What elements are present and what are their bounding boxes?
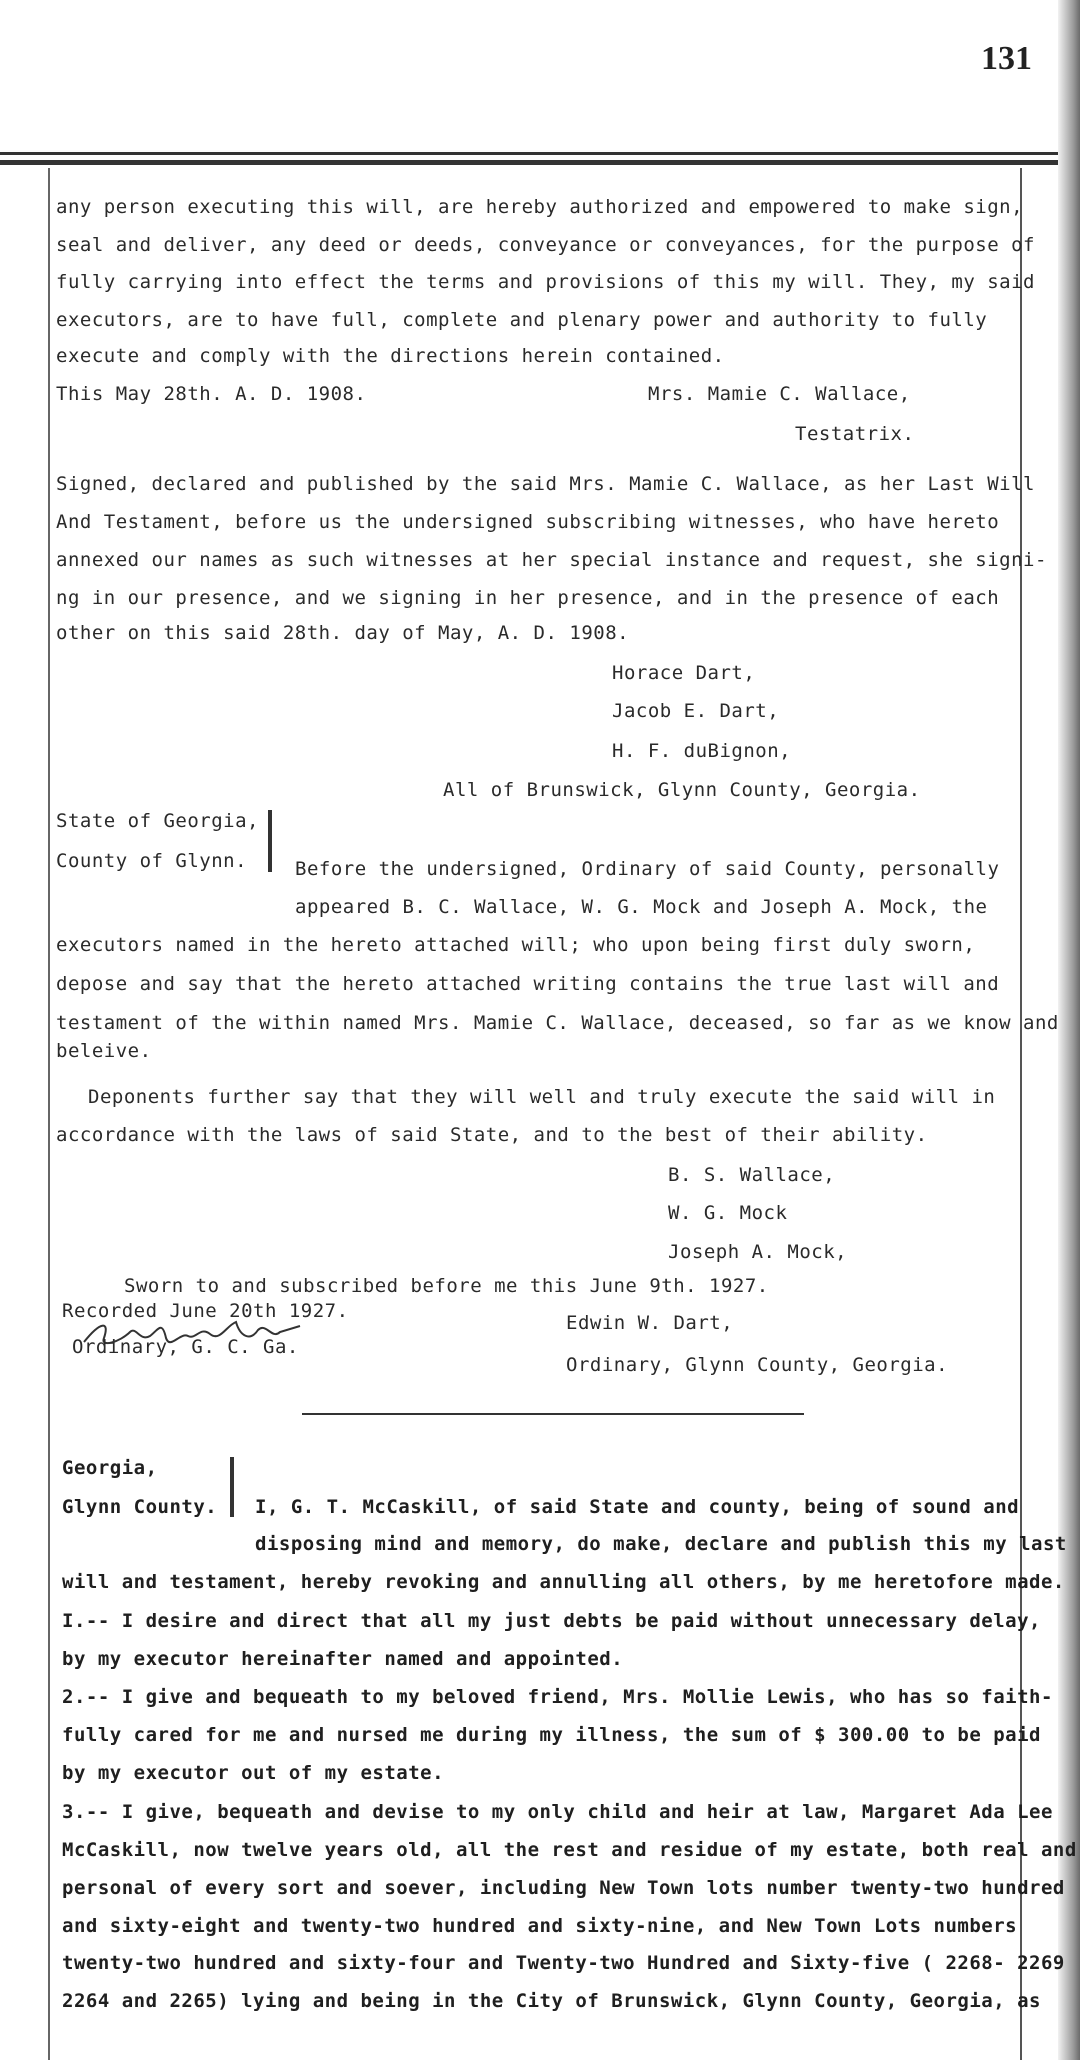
will1-line: executors, are to have full, complete and plenary power and authority to fully xyxy=(56,309,988,331)
left-margin-line xyxy=(48,168,50,2060)
probate-line: beleive. xyxy=(56,1040,152,1062)
attestation-line: other on this said 28th. day of May, A. D. 1908. xyxy=(56,622,630,644)
will1-line: fully carrying into effect the terms and provisions of this my will. They, my said xyxy=(56,271,1035,293)
probate-state: State of Georgia, xyxy=(56,810,259,832)
probate-further-line: Deponents further say that they will well and truly execute the said will in xyxy=(88,1086,996,1108)
probate-line: testament of the within named Mrs. Mamie C. Wallace, deceased, so far as we know and xyxy=(56,1012,1059,1034)
witness: Horace Dart, xyxy=(612,662,756,684)
attestation-line: And Testament, before us the undersigned subscribing witnesses, who have hereto xyxy=(56,511,1000,533)
section-separator xyxy=(302,1413,804,1415)
witness: H. F. duBignon, xyxy=(612,740,792,762)
will2-line: 2.-- I give and bequeath to my beloved friend, Mrs. Mollie Lewis, who has so faith- xyxy=(62,1686,1053,1708)
ordinary-name: Edwin W. Dart, xyxy=(566,1312,734,1334)
recorded-line: Recorded June 20th 1927. xyxy=(62,1300,349,1322)
witness-location: All of Brunswick, Glynn County, Georgia. xyxy=(443,779,921,801)
will2-line: I, G. T. McCaskill, of said State and county, being of sound and xyxy=(255,1496,1020,1518)
top-rule xyxy=(0,152,1058,155)
executor-signature: Joseph A. Mock, xyxy=(668,1241,848,1263)
probate-line: depose and say that the hereto attached writing contains the true last will and xyxy=(56,973,1000,995)
caption-bracket xyxy=(230,1457,234,1517)
will2-line: I.-- I desire and direct that all my just debts be paid without unnecessary delay, xyxy=(62,1610,1041,1632)
top-rule-thick xyxy=(0,160,1058,165)
testatrix-title: Testatrix. xyxy=(795,423,915,445)
will2-line: 2264 and 2265) lying and being in the City of Brunswick, Glynn County, Georgia, as xyxy=(62,1990,1041,2012)
will2-state: Georgia, xyxy=(62,1457,158,1479)
will2-line: personal of every sort and soever, including New Town lots number twenty-two hundred xyxy=(62,1877,1065,1899)
will2-line: twenty-two hundred and sixty-four and Twenty-two Hundred and Sixty-five ( 2268- 2269 xyxy=(62,1952,1065,1974)
executor-signature: B. S. Wallace, xyxy=(668,1164,836,1186)
will1-line: execute and comply with the directions herein contained. xyxy=(56,345,725,367)
testatrix-name: Mrs. Mamie C. Wallace, xyxy=(648,383,911,405)
caption-bracket xyxy=(268,810,272,872)
page-edge-shadow xyxy=(1058,0,1080,2060)
will2-line: 3.-- I give, bequeath and devise to my only child and heir at law, Margaret Ada Lee xyxy=(62,1801,1053,1823)
will2-line: McCaskill, now twelve years old, all the rest and residue of my estate, both real and xyxy=(62,1839,1077,1861)
will1-date: This May 28th. A. D. 1908. xyxy=(56,383,367,405)
attestation-line: annexed our names as such witnesses at her special instance and request, she signi- xyxy=(56,549,1047,571)
will2-line: by my executor hereinafter named and appointed. xyxy=(62,1648,624,1670)
sworn-line: Sworn to and subscribed before me this June 9th. 1927. xyxy=(124,1275,769,1297)
will2-line: disposing mind and memory, do make, declare and publish this my last xyxy=(255,1533,1067,1555)
will1-line: seal and deliver, any deed or deeds, conveyance or conveyances, for the purpose of xyxy=(56,234,1035,256)
probate-further-line: accordance with the laws of said State, and to the best of their ability. xyxy=(56,1124,928,1146)
executor-signature: W. G. Mock xyxy=(668,1202,788,1224)
probate-line: appeared B. C. Wallace, W. G. Mock and Joseph A. Mock, the xyxy=(295,896,988,918)
probate-line: Before the undersigned, Ordinary of said County, personally xyxy=(295,858,1000,880)
attestation-line: ng in our presence, and we signing in her presence, and in the presence of each xyxy=(56,587,1000,609)
page-number: 131 xyxy=(981,40,1032,77)
probate-county: County of Glynn. xyxy=(56,850,248,872)
will2-line: and sixty-eight and twenty-two hundred and sixty-nine, and New Town Lots numbers xyxy=(62,1915,1018,1937)
witness: Jacob E. Dart, xyxy=(612,700,780,722)
will1-line: any person executing this will, are hereby authorized and empowered to make sign, xyxy=(56,196,1024,218)
will2-line: by my executor out of my estate. xyxy=(62,1762,445,1784)
attestation-line: Signed, declared and published by the said Mrs. Mamie C. Wallace, as her Last Will xyxy=(56,473,1035,495)
will2-county: Glynn County. xyxy=(62,1496,218,1518)
probate-line: executors named in the hereto attached will; who upon being first duly sworn, xyxy=(56,934,976,956)
ordinary-title: Ordinary, Glynn County, Georgia. xyxy=(566,1354,949,1376)
will2-line: fully cared for me and nursed me during my illness, the sum of $ 300.00 to be paid xyxy=(62,1724,1041,1746)
right-margin-line xyxy=(1020,168,1022,2060)
ordinary-short: Ordinary, G. C. Ga. xyxy=(72,1336,299,1358)
will2-line: will and testament, hereby revoking and annulling all others, by me heretofore made. xyxy=(62,1571,1065,1593)
